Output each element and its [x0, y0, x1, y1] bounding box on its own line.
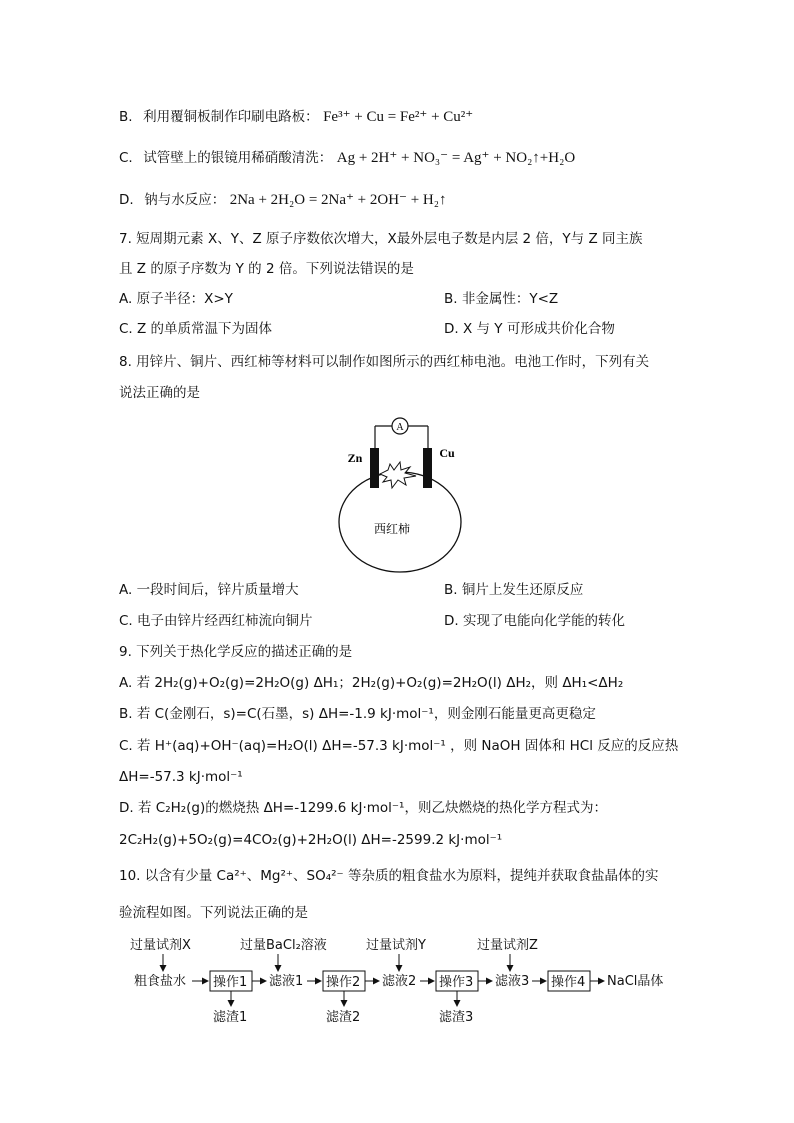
- q8-option-d: D. 实现了电能向化学能的转化: [444, 613, 625, 629]
- q9-option-b: B. 若 C(金刚石，s)=C(石墨，s) ΔH=-1.9 kJ·mol⁻¹，则金刚石能量更高更稳定: [119, 706, 596, 722]
- product-label: NaCl晶体: [607, 974, 664, 989]
- reagent-y-label: 过量试剂Y: [366, 938, 426, 953]
- q6-option-c-text: 试管壁上的银镜用稀硝酸清洗：: [143, 150, 333, 166]
- reagent-x-label: 过量试剂X: [130, 938, 191, 953]
- q8-stem-line2: 说法正确的是: [119, 385, 200, 401]
- tomato-battery-figure: [330, 410, 470, 580]
- q6-option-c: [119, 148, 575, 168]
- q7-option-b: B. 非金属性：Y<Z: [444, 291, 559, 307]
- filtrate1-label: 滤液1: [269, 974, 304, 989]
- zn-label: Zn: [347, 451, 363, 465]
- q6-option-d-label: D.: [119, 192, 134, 208]
- filtrate2-label: 滤液2: [382, 974, 417, 989]
- q7-stem-line2: 且 Z 的原子序数为 Y 的 2 倍。下列说法错误的是: [119, 261, 414, 277]
- q8-stem-line1: 8. 用锌片、铜片、西红柿等材料可以制作如图所示的西红柿电池。电池工作时，下列有关: [119, 354, 650, 370]
- q6-option-b-text: 利用覆铜板制作印刷电路板：: [143, 109, 319, 125]
- q6-option-b: [119, 107, 473, 127]
- q9-option-c-line2: ΔH=-57.3 kJ·mol⁻¹: [119, 769, 243, 785]
- reagent-z-label: 过量试剂Z: [477, 938, 538, 953]
- q6-option-b-label: B.: [119, 109, 133, 125]
- residue2-label: 滤渣2: [326, 1010, 361, 1025]
- filtrate3-label: 滤液3: [495, 974, 530, 989]
- op2-label: 操作2: [326, 975, 361, 990]
- q6-option-c-equation: Ag + 2H⁺ + NO₃⁻ = Ag⁺ + NO₂↑+H₂O: [336, 150, 576, 166]
- copper-electrode: [423, 448, 432, 488]
- op4-label: 操作4: [551, 975, 586, 990]
- op1-label: 操作1: [213, 975, 248, 990]
- q9-option-c-line1: C. 若 H⁺(aq)+OH⁻(aq)=H₂O(l) ΔH=-57.3 kJ·mol⁻¹ ，则 NaOH 固体和 HCl 反应的反应热: [119, 738, 679, 754]
- q6-option-b-equation: Fe³⁺ + Cu = Fe²⁺ + Cu²⁺: [323, 109, 474, 125]
- ammeter-label: A: [396, 422, 404, 433]
- q6-option-c-label: C.: [119, 150, 133, 166]
- residue1-label: 滤渣1: [213, 1010, 248, 1025]
- q6-option-d: [119, 190, 447, 210]
- q9-option-a: A. 若 2H₂(g)+O₂(g)=2H₂O(g) ΔH₁；2H₂(g)+O₂(g)=2H₂O(l) ΔH₂，则 ΔH₁<ΔH₂: [119, 675, 624, 691]
- q8-option-b: B. 铜片上发生还原反应: [444, 582, 584, 598]
- flow-start-label: 粗食盐水: [134, 974, 187, 989]
- q7-option-d: D. X 与 Y 可形成共价化合物: [444, 321, 615, 337]
- tomato-label: 西红柿: [373, 522, 411, 536]
- q9-stem: 9. 下列关于热化学反应的描述正确的是: [119, 644, 353, 660]
- flow-chart: [130, 932, 690, 1028]
- q8-option-a: A. 一段时间后，锌片质量增大: [119, 582, 299, 598]
- zinc-electrode: [370, 448, 379, 488]
- q9-option-d-line1: D. 若 C₂H₂(g)的燃烧热 ΔH=-1299.6 kJ·mol⁻¹，则乙炔燃烧的热化学方程式为：: [119, 800, 607, 816]
- q8-option-c: C. 电子由锌片经西红柿流向铜片: [119, 613, 313, 629]
- op3-label: 操作3: [439, 975, 474, 990]
- residue3-label: 滤渣3: [439, 1010, 474, 1025]
- q10-stem-line1: 10. 以含有少量 Ca²⁺、Mg²⁺、SO₄²⁻ 等杂质的粗食盐水为原料，提纯并获取食盐晶体的实: [119, 868, 659, 884]
- q7-option-a: A. 原子半径：X>Y: [119, 291, 233, 307]
- q9-option-d-line2: 2C₂H₂(g)+5O₂(g)=4CO₂(g)+2H₂O(l) ΔH=-2599.2 kJ·mol⁻¹: [119, 832, 503, 848]
- reagent-bacl2-label: 过量BaCl₂溶液: [240, 938, 327, 953]
- q6-option-d-equation: 2Na + 2H₂O = 2Na⁺ + 2OH⁻ + H₂↑: [229, 192, 447, 208]
- q10-stem-line2: 验流程如图。下列说法正确的是: [119, 905, 308, 921]
- q6-option-d-text: 钠与水反应：: [144, 192, 226, 208]
- q7-stem-line1: 7. 短周期元素 X、Y、Z 原子序数依次增大，X最外层电子数是内层 2 倍，Y与 Z 同主族: [119, 231, 643, 247]
- cu-label: Cu: [439, 446, 455, 460]
- q7-option-c: C. Z 的单质常温下为固体: [119, 321, 273, 337]
